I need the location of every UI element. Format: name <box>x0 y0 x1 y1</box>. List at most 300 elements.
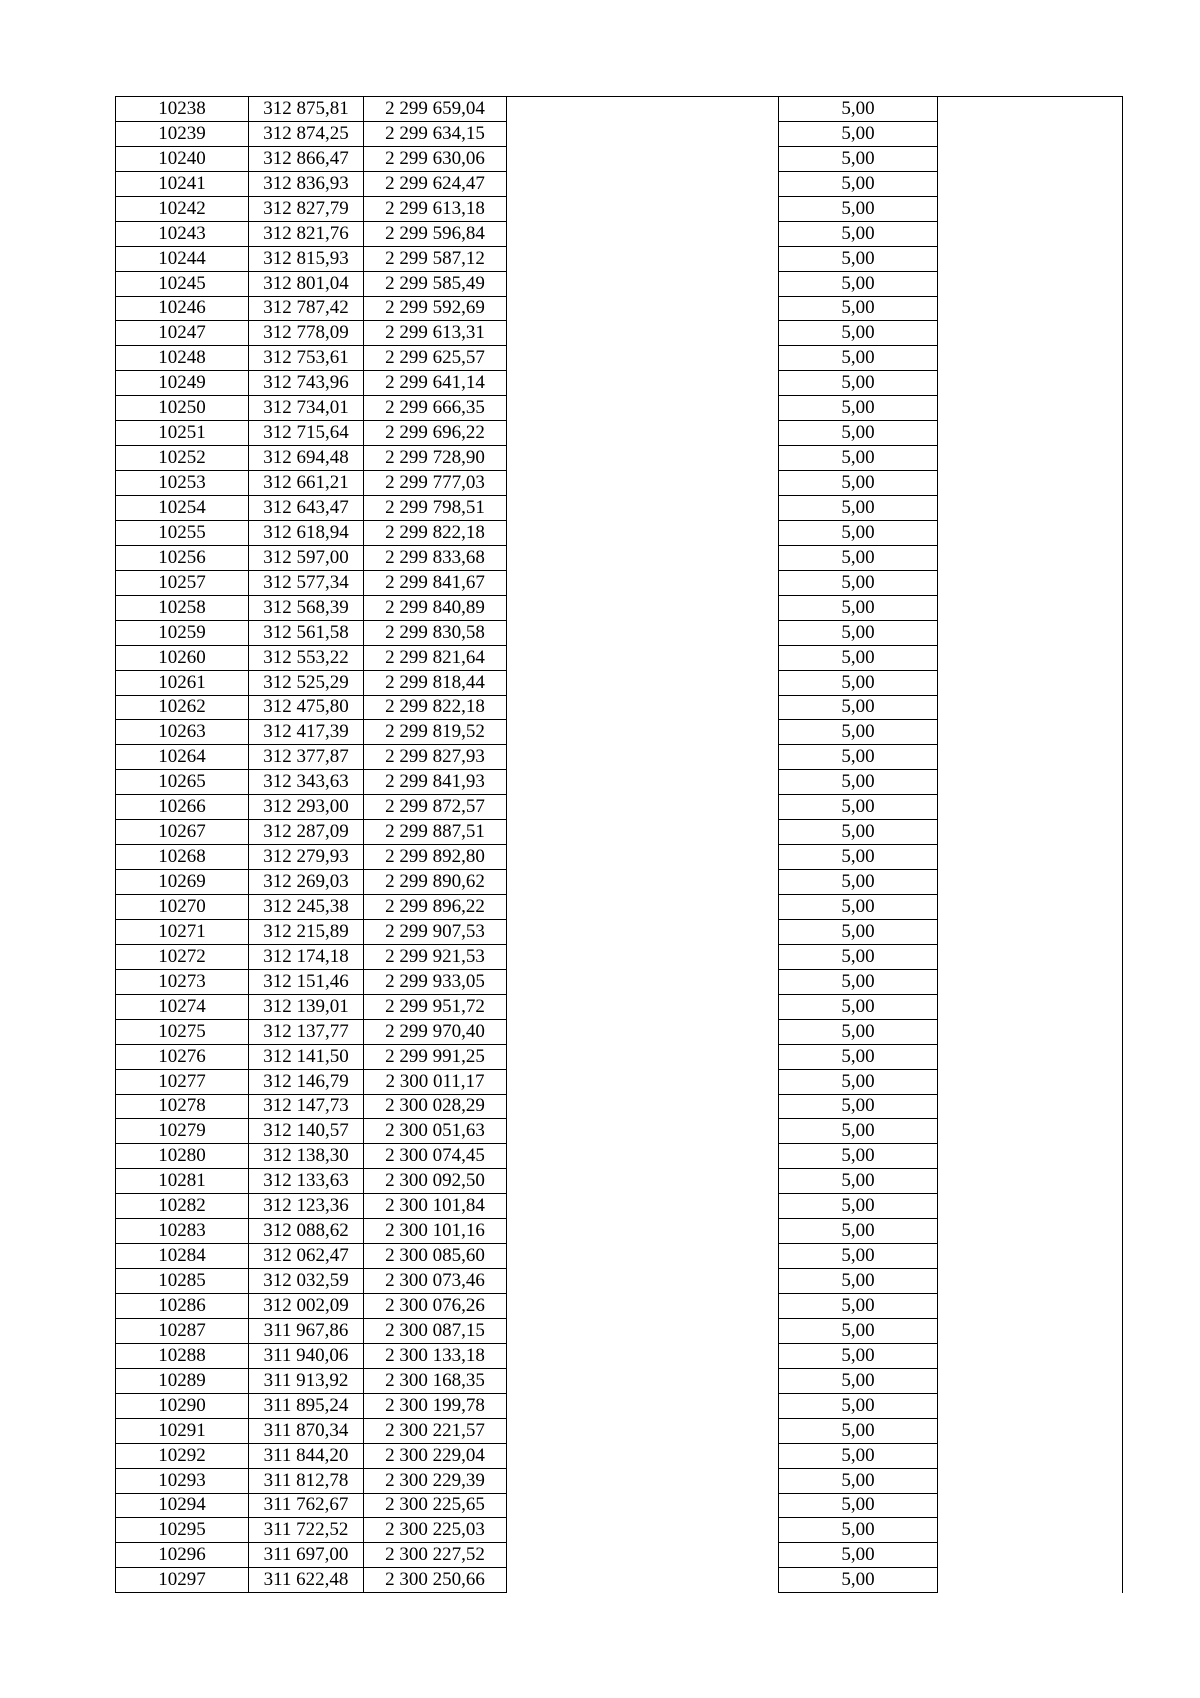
y-coordinate-cell: 2 300 011,17 <box>364 1069 507 1094</box>
empty-cell <box>507 371 779 396</box>
y-coordinate-cell: 2 299 822,18 <box>364 520 507 545</box>
empty-cell <box>938 695 1123 720</box>
table-row <box>116 1568 1123 1593</box>
point-number-cell: 10255 <box>116 520 249 545</box>
point-number-cell: 10295 <box>116 1518 249 1543</box>
value-cell: 5,00 <box>779 1468 938 1493</box>
table-row <box>116 944 1123 969</box>
x-coordinate-cell: 312 561,58 <box>249 620 364 645</box>
table-row <box>116 820 1123 845</box>
x-coordinate-cell: 312 661,21 <box>249 471 364 496</box>
y-coordinate-cell: 2 300 073,46 <box>364 1269 507 1294</box>
value-cell: 5,00 <box>779 695 938 720</box>
table-row <box>116 595 1123 620</box>
empty-cell <box>938 1468 1123 1493</box>
empty-cell <box>938 371 1123 396</box>
empty-cell <box>938 570 1123 595</box>
empty-cell <box>507 1318 779 1343</box>
y-coordinate-cell: 2 299 641,14 <box>364 371 507 396</box>
table-row <box>116 870 1123 895</box>
y-coordinate-cell: 2 299 830,58 <box>364 620 507 645</box>
empty-cell <box>507 969 779 994</box>
x-coordinate-cell: 312 377,87 <box>249 745 364 770</box>
empty-cell <box>938 1194 1123 1219</box>
table-row <box>116 446 1123 471</box>
y-coordinate-cell: 2 300 225,03 <box>364 1518 507 1543</box>
point-number-cell: 10262 <box>116 695 249 720</box>
empty-cell <box>507 1443 779 1468</box>
value-cell: 5,00 <box>779 670 938 695</box>
y-coordinate-cell: 2 299 822,18 <box>364 695 507 720</box>
y-coordinate-cell: 2 299 798,51 <box>364 496 507 521</box>
table-row <box>116 1343 1123 1368</box>
table-row <box>116 271 1123 296</box>
point-number-cell: 10250 <box>116 396 249 421</box>
coordinates-table-body <box>116 97 1123 1593</box>
empty-cell <box>938 471 1123 496</box>
x-coordinate-cell: 312 821,76 <box>249 221 364 246</box>
point-number-cell: 10288 <box>116 1343 249 1368</box>
table-row <box>116 221 1123 246</box>
empty-cell <box>938 446 1123 471</box>
point-number-cell: 10251 <box>116 421 249 446</box>
x-coordinate-cell: 312 088,62 <box>249 1219 364 1244</box>
value-cell: 5,00 <box>779 820 938 845</box>
empty-cell <box>507 620 779 645</box>
value-cell: 5,00 <box>779 1094 938 1119</box>
value-cell: 5,00 <box>779 994 938 1019</box>
empty-cell <box>507 271 779 296</box>
x-coordinate-cell: 312 734,01 <box>249 396 364 421</box>
value-cell: 5,00 <box>779 545 938 570</box>
empty-cell <box>507 820 779 845</box>
point-number-cell: 10275 <box>116 1019 249 1044</box>
table-row <box>116 171 1123 196</box>
table-row <box>116 1094 1123 1119</box>
y-coordinate-cell: 2 300 168,35 <box>364 1368 507 1393</box>
table-row <box>116 570 1123 595</box>
x-coordinate-cell: 312 597,00 <box>249 545 364 570</box>
empty-cell <box>938 271 1123 296</box>
value-cell: 5,00 <box>779 221 938 246</box>
x-coordinate-cell: 312 643,47 <box>249 496 364 521</box>
empty-cell <box>507 171 779 196</box>
point-number-cell: 10254 <box>116 496 249 521</box>
table-row <box>116 1194 1123 1219</box>
value-cell: 5,00 <box>779 745 938 770</box>
point-number-cell: 10279 <box>116 1119 249 1144</box>
y-coordinate-cell: 2 299 613,31 <box>364 321 507 346</box>
table-row <box>116 1244 1123 1269</box>
empty-cell <box>507 1343 779 1368</box>
empty-cell <box>507 97 779 122</box>
x-coordinate-cell: 312 577,34 <box>249 570 364 595</box>
empty-cell <box>507 1418 779 1443</box>
empty-cell <box>938 870 1123 895</box>
empty-cell <box>507 845 779 870</box>
y-coordinate-cell: 2 299 777,03 <box>364 471 507 496</box>
point-number-cell: 10272 <box>116 944 249 969</box>
empty-cell <box>938 1493 1123 1518</box>
table-row <box>116 1468 1123 1493</box>
y-coordinate-cell: 2 299 840,89 <box>364 595 507 620</box>
empty-cell <box>507 695 779 720</box>
value-cell: 5,00 <box>779 1019 938 1044</box>
value-cell: 5,00 <box>779 97 938 122</box>
point-number-cell: 10277 <box>116 1069 249 1094</box>
point-number-cell: 10269 <box>116 870 249 895</box>
empty-cell <box>938 1044 1123 1069</box>
y-coordinate-cell: 2 300 225,65 <box>364 1493 507 1518</box>
table-row <box>116 1393 1123 1418</box>
y-coordinate-cell: 2 299 890,62 <box>364 870 507 895</box>
point-number-cell: 10258 <box>116 595 249 620</box>
empty-cell <box>507 1568 779 1593</box>
y-coordinate-cell: 2 300 250,66 <box>364 1568 507 1593</box>
y-coordinate-cell: 2 299 841,93 <box>364 770 507 795</box>
x-coordinate-cell: 312 553,22 <box>249 645 364 670</box>
value-cell: 5,00 <box>779 1318 938 1343</box>
empty-cell <box>938 296 1123 321</box>
point-number-cell: 10284 <box>116 1244 249 1269</box>
x-coordinate-cell: 311 812,78 <box>249 1468 364 1493</box>
empty-cell <box>507 1069 779 1094</box>
point-number-cell: 10297 <box>116 1568 249 1593</box>
x-coordinate-cell: 312 139,01 <box>249 994 364 1019</box>
table-row <box>116 795 1123 820</box>
table-row <box>116 520 1123 545</box>
empty-cell <box>507 919 779 944</box>
x-coordinate-cell: 312 123,36 <box>249 1194 364 1219</box>
empty-cell <box>938 1294 1123 1319</box>
point-number-cell: 10252 <box>116 446 249 471</box>
value-cell: 5,00 <box>779 346 938 371</box>
table-row <box>116 670 1123 695</box>
y-coordinate-cell: 2 300 092,50 <box>364 1169 507 1194</box>
empty-cell <box>507 296 779 321</box>
point-number-cell: 10267 <box>116 820 249 845</box>
empty-cell <box>938 1069 1123 1094</box>
empty-cell <box>507 1368 779 1393</box>
y-coordinate-cell: 2 300 133,18 <box>364 1343 507 1368</box>
point-number-cell: 10247 <box>116 321 249 346</box>
point-number-cell: 10260 <box>116 645 249 670</box>
empty-cell <box>507 1044 779 1069</box>
value-cell: 5,00 <box>779 1219 938 1244</box>
empty-cell <box>938 1219 1123 1244</box>
table-row <box>116 121 1123 146</box>
value-cell: 5,00 <box>779 1343 938 1368</box>
point-number-cell: 10292 <box>116 1443 249 1468</box>
value-cell: 5,00 <box>779 595 938 620</box>
y-coordinate-cell: 2 299 921,53 <box>364 944 507 969</box>
value-cell: 5,00 <box>779 845 938 870</box>
y-coordinate-cell: 2 299 625,57 <box>364 346 507 371</box>
x-coordinate-cell: 312 245,38 <box>249 895 364 920</box>
point-number-cell: 10280 <box>116 1144 249 1169</box>
empty-cell <box>507 1269 779 1294</box>
y-coordinate-cell: 2 299 841,67 <box>364 570 507 595</box>
value-cell: 5,00 <box>779 570 938 595</box>
table-row <box>116 620 1123 645</box>
empty-cell <box>938 1443 1123 1468</box>
empty-cell <box>938 1119 1123 1144</box>
empty-cell <box>938 97 1123 122</box>
empty-cell <box>938 770 1123 795</box>
value-cell: 5,00 <box>779 969 938 994</box>
x-coordinate-cell: 312 715,64 <box>249 421 364 446</box>
coordinates-table <box>115 96 1123 1593</box>
y-coordinate-cell: 2 299 872,57 <box>364 795 507 820</box>
point-number-cell: 10286 <box>116 1294 249 1319</box>
point-number-cell: 10264 <box>116 745 249 770</box>
table-row <box>116 1543 1123 1568</box>
empty-cell <box>507 670 779 695</box>
y-coordinate-cell: 2 300 051,63 <box>364 1119 507 1144</box>
table-row <box>116 1493 1123 1518</box>
value-cell: 5,00 <box>779 520 938 545</box>
y-coordinate-cell: 2 299 659,04 <box>364 97 507 122</box>
table-row <box>116 1518 1123 1543</box>
x-coordinate-cell: 311 697,00 <box>249 1543 364 1568</box>
empty-cell <box>507 421 779 446</box>
x-coordinate-cell: 312 875,81 <box>249 97 364 122</box>
x-coordinate-cell: 312 269,03 <box>249 870 364 895</box>
table-row <box>116 1144 1123 1169</box>
empty-cell <box>938 146 1123 171</box>
empty-cell <box>507 770 779 795</box>
table-row <box>116 321 1123 346</box>
y-coordinate-cell: 2 299 827,93 <box>364 745 507 770</box>
value-cell: 5,00 <box>779 1044 938 1069</box>
x-coordinate-cell: 311 967,86 <box>249 1318 364 1343</box>
empty-cell <box>507 1518 779 1543</box>
empty-cell <box>507 1094 779 1119</box>
x-coordinate-cell: 311 940,06 <box>249 1343 364 1368</box>
point-number-cell: 10253 <box>116 471 249 496</box>
empty-cell <box>938 246 1123 271</box>
value-cell: 5,00 <box>779 1144 938 1169</box>
empty-cell <box>938 1368 1123 1393</box>
empty-cell <box>507 1119 779 1144</box>
value-cell: 5,00 <box>779 795 938 820</box>
point-number-cell: 10243 <box>116 221 249 246</box>
x-coordinate-cell: 312 133,63 <box>249 1169 364 1194</box>
table-row <box>116 745 1123 770</box>
point-number-cell: 10285 <box>116 1269 249 1294</box>
x-coordinate-cell: 312 141,50 <box>249 1044 364 1069</box>
y-coordinate-cell: 2 299 585,49 <box>364 271 507 296</box>
table-row <box>116 346 1123 371</box>
y-coordinate-cell: 2 300 227,52 <box>364 1543 507 1568</box>
empty-cell <box>938 545 1123 570</box>
point-number-cell: 10293 <box>116 1468 249 1493</box>
empty-cell <box>507 221 779 246</box>
value-cell: 5,00 <box>779 895 938 920</box>
value-cell: 5,00 <box>779 1443 938 1468</box>
empty-cell <box>507 1169 779 1194</box>
x-coordinate-cell: 312 146,79 <box>249 1069 364 1094</box>
empty-cell <box>938 1343 1123 1368</box>
empty-cell <box>938 720 1123 745</box>
table-row <box>116 371 1123 396</box>
x-coordinate-cell: 312 743,96 <box>249 371 364 396</box>
empty-cell <box>938 1318 1123 1343</box>
empty-cell <box>938 520 1123 545</box>
table-row <box>116 471 1123 496</box>
x-coordinate-cell: 312 293,00 <box>249 795 364 820</box>
value-cell: 5,00 <box>779 645 938 670</box>
x-coordinate-cell: 312 147,73 <box>249 1094 364 1119</box>
value-cell: 5,00 <box>779 870 938 895</box>
value-cell: 5,00 <box>779 1368 938 1393</box>
value-cell: 5,00 <box>779 620 938 645</box>
y-coordinate-cell: 2 300 087,15 <box>364 1318 507 1343</box>
value-cell: 5,00 <box>779 944 938 969</box>
value-cell: 5,00 <box>779 1568 938 1593</box>
empty-cell <box>938 496 1123 521</box>
y-coordinate-cell: 2 300 074,45 <box>364 1144 507 1169</box>
empty-cell <box>507 1219 779 1244</box>
empty-cell <box>507 645 779 670</box>
y-coordinate-cell: 2 299 624,47 <box>364 171 507 196</box>
y-coordinate-cell: 2 300 101,16 <box>364 1219 507 1244</box>
empty-cell <box>507 471 779 496</box>
y-coordinate-cell: 2 299 666,35 <box>364 396 507 421</box>
point-number-cell: 10248 <box>116 346 249 371</box>
point-number-cell: 10281 <box>116 1169 249 1194</box>
table-row <box>116 895 1123 920</box>
empty-cell <box>938 396 1123 421</box>
y-coordinate-cell: 2 299 907,53 <box>364 919 507 944</box>
point-number-cell: 10289 <box>116 1368 249 1393</box>
point-number-cell: 10261 <box>116 670 249 695</box>
y-coordinate-cell: 2 300 076,26 <box>364 1294 507 1319</box>
empty-cell <box>938 1393 1123 1418</box>
x-coordinate-cell: 312 287,09 <box>249 820 364 845</box>
x-coordinate-cell: 312 866,47 <box>249 146 364 171</box>
table-row <box>116 1119 1123 1144</box>
empty-cell <box>938 820 1123 845</box>
point-number-cell: 10278 <box>116 1094 249 1119</box>
empty-cell <box>938 944 1123 969</box>
table-row <box>116 645 1123 670</box>
point-number-cell: 10256 <box>116 545 249 570</box>
value-cell: 5,00 <box>779 296 938 321</box>
empty-cell <box>507 1194 779 1219</box>
table-row <box>116 969 1123 994</box>
empty-cell <box>938 895 1123 920</box>
point-number-cell: 10271 <box>116 919 249 944</box>
y-coordinate-cell: 2 299 951,72 <box>364 994 507 1019</box>
value-cell: 5,00 <box>779 496 938 521</box>
empty-cell <box>507 346 779 371</box>
x-coordinate-cell: 312 874,25 <box>249 121 364 146</box>
empty-cell <box>507 1468 779 1493</box>
empty-cell <box>507 720 779 745</box>
y-coordinate-cell: 2 299 821,64 <box>364 645 507 670</box>
y-coordinate-cell: 2 300 221,57 <box>364 1418 507 1443</box>
value-cell: 5,00 <box>779 446 938 471</box>
value-cell: 5,00 <box>779 371 938 396</box>
x-coordinate-cell: 311 762,67 <box>249 1493 364 1518</box>
x-coordinate-cell: 312 174,18 <box>249 944 364 969</box>
value-cell: 5,00 <box>779 919 938 944</box>
empty-cell <box>507 1393 779 1418</box>
point-number-cell: 10291 <box>116 1418 249 1443</box>
table-row <box>116 695 1123 720</box>
value-cell: 5,00 <box>779 421 938 446</box>
point-number-cell: 10274 <box>116 994 249 1019</box>
y-coordinate-cell: 2 299 892,80 <box>364 845 507 870</box>
empty-cell <box>938 221 1123 246</box>
table-row <box>116 1069 1123 1094</box>
table-row <box>116 1294 1123 1319</box>
empty-cell <box>938 1518 1123 1543</box>
table-row <box>116 545 1123 570</box>
empty-cell <box>938 1144 1123 1169</box>
table-row <box>116 994 1123 1019</box>
table-row <box>116 396 1123 421</box>
empty-cell <box>938 1418 1123 1443</box>
point-number-cell: 10282 <box>116 1194 249 1219</box>
empty-cell <box>938 620 1123 645</box>
table-row <box>116 919 1123 944</box>
value-cell: 5,00 <box>779 1543 938 1568</box>
x-coordinate-cell: 312 827,79 <box>249 196 364 221</box>
table-row <box>116 421 1123 446</box>
point-number-cell: 10276 <box>116 1044 249 1069</box>
x-coordinate-cell: 312 137,77 <box>249 1019 364 1044</box>
empty-cell <box>507 146 779 171</box>
empty-cell <box>938 421 1123 446</box>
y-coordinate-cell: 2 299 819,52 <box>364 720 507 745</box>
x-coordinate-cell: 312 343,63 <box>249 770 364 795</box>
empty-cell <box>938 1244 1123 1269</box>
value-cell: 5,00 <box>779 146 938 171</box>
y-coordinate-cell: 2 300 085,60 <box>364 1244 507 1269</box>
value-cell: 5,00 <box>779 471 938 496</box>
empty-cell <box>938 595 1123 620</box>
empty-cell <box>938 745 1123 770</box>
empty-cell <box>507 595 779 620</box>
value-cell: 5,00 <box>779 1418 938 1443</box>
point-number-cell: 10266 <box>116 795 249 820</box>
value-cell: 5,00 <box>779 1269 938 1294</box>
x-coordinate-cell: 312 140,57 <box>249 1119 364 1144</box>
value-cell: 5,00 <box>779 171 938 196</box>
value-cell: 5,00 <box>779 1244 938 1269</box>
value-cell: 5,00 <box>779 271 938 296</box>
y-coordinate-cell: 2 300 199,78 <box>364 1393 507 1418</box>
x-coordinate-cell: 311 913,92 <box>249 1368 364 1393</box>
y-coordinate-cell: 2 299 818,44 <box>364 670 507 695</box>
empty-cell <box>938 121 1123 146</box>
x-coordinate-cell: 312 002,09 <box>249 1294 364 1319</box>
x-coordinate-cell: 312 801,04 <box>249 271 364 296</box>
table-row <box>116 1169 1123 1194</box>
x-coordinate-cell: 311 844,20 <box>249 1443 364 1468</box>
empty-cell <box>507 1294 779 1319</box>
empty-cell <box>507 745 779 770</box>
point-number-cell: 10257 <box>116 570 249 595</box>
empty-cell <box>938 1019 1123 1044</box>
y-coordinate-cell: 2 299 833,68 <box>364 545 507 570</box>
table-row <box>116 1044 1123 1069</box>
empty-cell <box>507 520 779 545</box>
value-cell: 5,00 <box>779 121 938 146</box>
x-coordinate-cell: 312 062,47 <box>249 1244 364 1269</box>
